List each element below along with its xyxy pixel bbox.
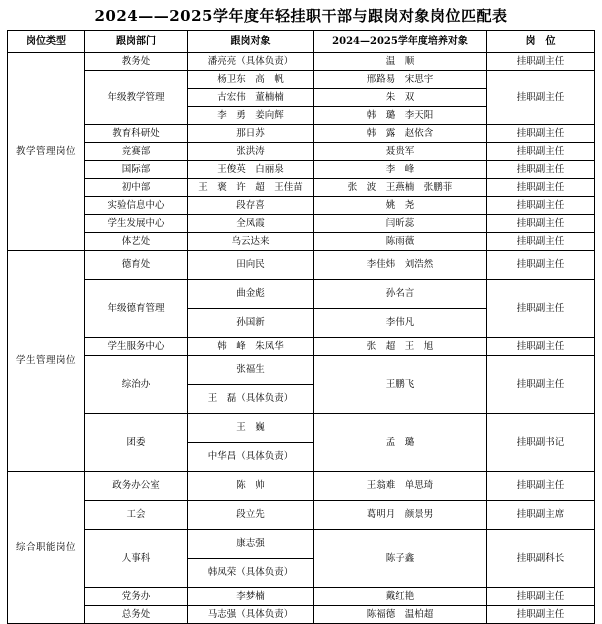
dept-cell: 党务办 [85,588,188,606]
mentor-cell: 田向民 [188,251,314,280]
trainee-cell: 李佳炜 刘浩然 [314,251,487,280]
matching-table [7,30,595,624]
dept-cell: 政务办公室 [85,472,188,501]
trainee-cell: 韩 露 赵依含 [314,125,487,143]
trainee-cell: 陈子鑫 [314,530,487,588]
dept-cell: 年级教学管理 [85,71,188,125]
table-row [8,530,595,559]
table-row [8,280,595,309]
page-title: 2024——2025学年度年轻挂职干部与跟岗对象岗位匹配表 [94,7,508,25]
trainee-cell: 张 波 王燕楠 张鹏菲 [314,179,487,197]
mentor-cell: 段立先 [188,501,314,530]
table-row [8,197,595,215]
dept-cell: 学生发展中心 [85,215,188,233]
position-cell: 挂职副主任 [487,161,595,179]
mentor-cell: 陈 帅 [188,472,314,501]
position-cell: 挂职副主任 [487,125,595,143]
dept-cell: 年级德育管理 [85,280,188,338]
position-cell: 挂职副主任 [487,71,595,125]
mentor-cell: 李 勇 姜向辉 [188,107,314,125]
dept-cell: 实验信息中心 [85,197,188,215]
mentor-cell: 段存喜 [188,197,314,215]
table-row [8,233,595,251]
header-row [8,31,595,53]
trainee-cell: 张 超 王 旭 [314,338,487,356]
mentor-cell: 孙国新 [188,309,314,338]
position-cell: 挂职副主任 [487,356,595,414]
table-row [8,338,595,356]
table-row [8,588,595,606]
category-admin: 综合职能岗位 [8,472,85,624]
table-row [8,414,595,443]
trainee-cell: 王翁难 单思琦 [314,472,487,501]
position-cell: 挂职副主任 [487,179,595,197]
position-cell: 挂职副主任 [487,251,595,280]
table-row [8,125,595,143]
position-cell: 挂职副书记 [487,414,595,472]
trainee-cell: 邢路易 宋思宇 [314,71,487,89]
trainee-cell: 李伟凡 [314,309,487,338]
table-row [8,501,595,530]
table-row [8,606,595,624]
dept-cell: 教务处 [85,53,188,71]
position-cell: 挂职副主任 [487,143,595,161]
position-cell: 挂职副主席 [487,501,595,530]
trainee-cell: 聂贵军 [314,143,487,161]
table-row [8,143,595,161]
category-student: 学生管理岗位 [8,251,85,472]
dept-cell: 德育处 [85,251,188,280]
mentor-cell: 马志强（具体负责） [188,606,314,624]
trainee-cell: 孟 璐 [314,414,487,472]
trainee-cell: 李 峰 [314,161,487,179]
position-cell: 挂职副主任 [487,280,595,338]
table-row [8,356,595,385]
mentor-cell: 张洪涛 [188,143,314,161]
header-post-type: 岗位类型 [8,31,85,53]
mentor-cell: 韩凤荣（具体负责） [188,559,314,588]
table-row [8,161,595,179]
header-mentor: 跟岗对象 [188,31,314,53]
position-cell: 挂职副主任 [487,472,595,501]
mentor-cell: 王 磊（具体负责） [188,385,314,414]
trainee-cell: 温 顺 [314,53,487,71]
mentor-cell: 古宏伟 董楠楠 [188,89,314,107]
mentor-cell: 潘亮亮（具体负责） [188,53,314,71]
mentor-cell: 那日苏 [188,125,314,143]
trainee-cell: 王鹏飞 [314,356,487,414]
header-department: 跟岗部门 [85,31,188,53]
position-cell: 挂职副主任 [487,606,595,624]
table-row [8,53,595,71]
table-row [8,179,595,197]
dept-cell: 综治办 [85,356,188,414]
mentor-cell: 张福生 [188,356,314,385]
trainee-cell: 陈福德 温柏超 [314,606,487,624]
mentor-cell: 李梦楠 [188,588,314,606]
trainee-cell: 闫昕蕊 [314,215,487,233]
trainee-cell: 孙名言 [314,280,487,309]
table-row [8,251,595,280]
position-cell: 挂职副主任 [487,215,595,233]
trainee-cell: 戴红艳 [314,588,487,606]
dept-cell: 教育科研处 [85,125,188,143]
dept-cell: 竞赛部 [85,143,188,161]
category-teaching: 教学管理岗位 [8,53,85,251]
trainee-cell: 葛明月 颜景男 [314,501,487,530]
mentor-cell: 乌云达来 [188,233,314,251]
dept-cell: 初中部 [85,179,188,197]
table-row [8,215,595,233]
mentor-cell: 王俊英 白丽泉 [188,161,314,179]
header-trainee: 2024—2025学年度培养对象 [314,31,487,53]
mentor-cell: 曲金彪 [188,280,314,309]
mentor-cell: 王 巍 [188,414,314,443]
header-position: 岗 位 [487,31,595,53]
trainee-cell: 姚 尧 [314,197,487,215]
position-cell: 挂职副主任 [487,588,595,606]
position-cell: 挂职副科长 [487,530,595,588]
mentor-cell: 康志强 [188,530,314,559]
dept-cell: 总务处 [85,606,188,624]
position-cell: 挂职副主任 [487,338,595,356]
dept-cell: 国际部 [85,161,188,179]
mentor-cell: 全凤霞 [188,215,314,233]
dept-cell: 人事科 [85,530,188,588]
position-cell: 挂职副主任 [487,197,595,215]
trainee-cell: 韩 璐 李天阳 [314,107,487,125]
dept-cell: 体艺处 [85,233,188,251]
mentor-cell: 中华昌（具体负责） [188,443,314,472]
dept-cell: 工会 [85,501,188,530]
position-cell: 挂职副主任 [487,233,595,251]
dept-cell: 学生服务中心 [85,338,188,356]
trainee-cell: 陈雨薇 [314,233,487,251]
position-cell: 挂职副主任 [487,53,595,71]
trainee-cell: 朱 双 [314,89,487,107]
mentor-cell: 韩 峰 朱凤华 [188,338,314,356]
table-row [8,71,595,89]
mentor-cell: 王 褒 许 超 王佳苗 [188,179,314,197]
table-row [8,472,595,501]
dept-cell: 团委 [85,414,188,472]
mentor-cell: 杨卫东 高 帆 [188,71,314,89]
